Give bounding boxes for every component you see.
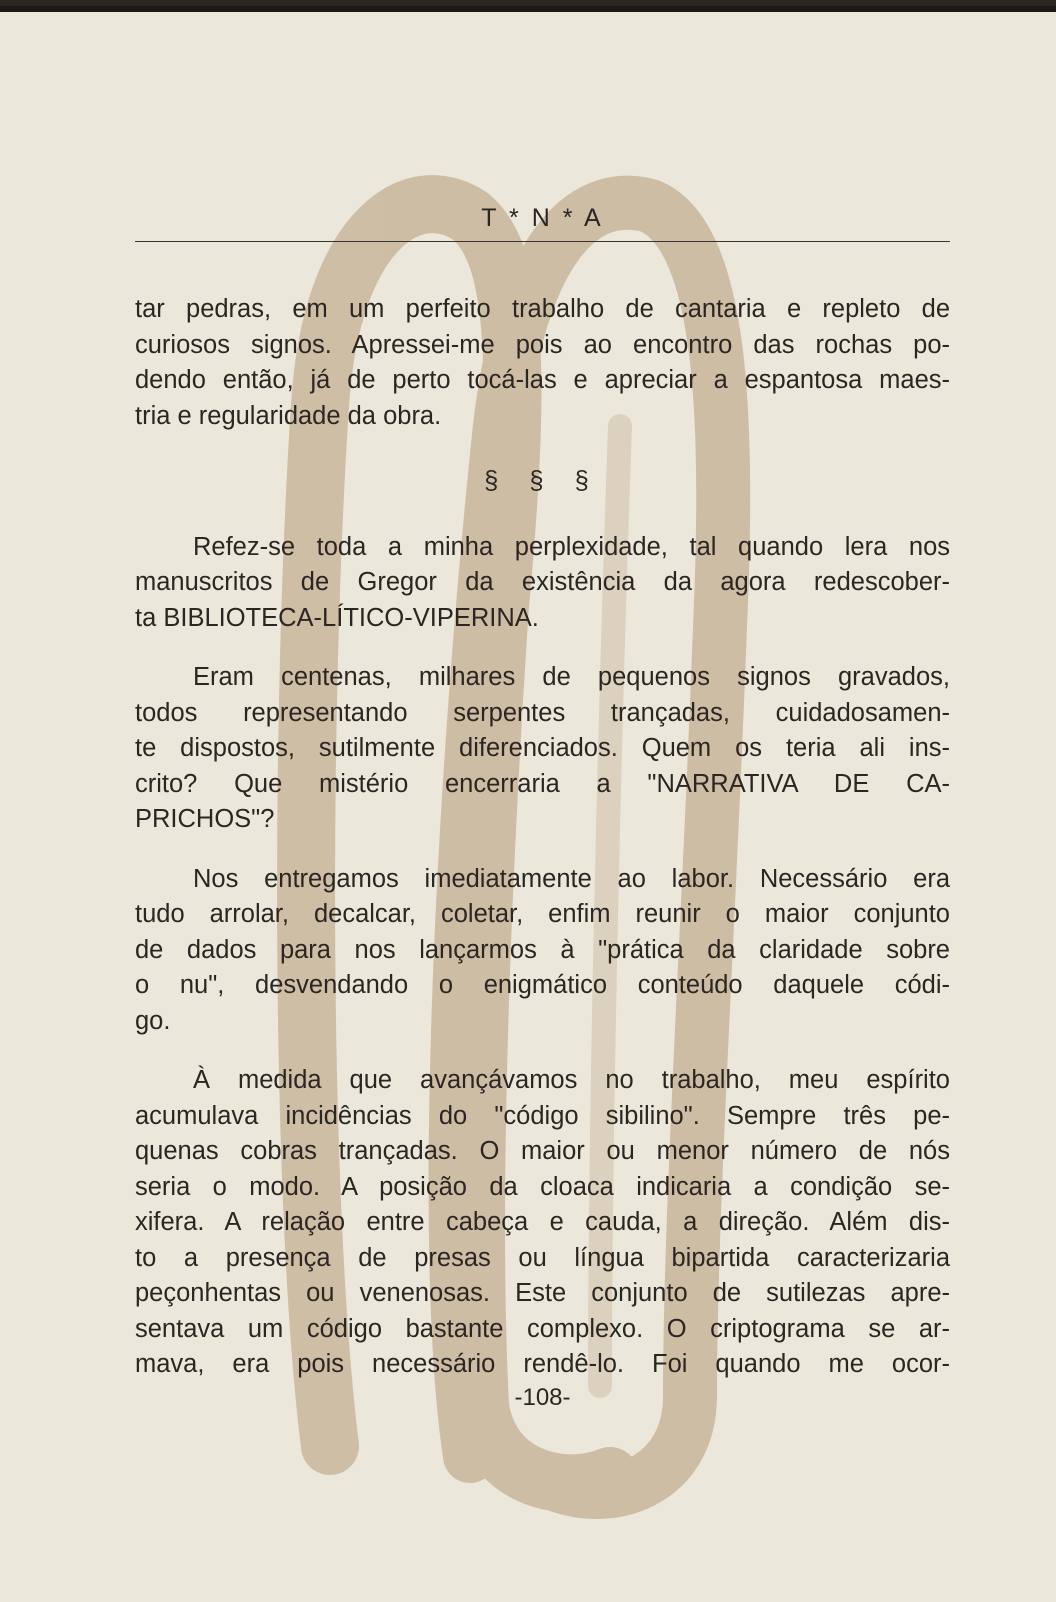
text-line: curiosos signos. Apressei-me pois ao encontro das rochas po- [135,330,950,359]
text-line: go. [135,1006,171,1035]
paragraph-3 [135,660,950,838]
paragraph-1 [135,292,950,434]
text-line: sentava um código bastante complexo. O criptograma se ar- [135,1314,950,1343]
text-line: xifera. A relação entre cabeça e cauda, a direção. Além dis- [135,1208,950,1236]
text-line: seria o modo. A posição da cloaca indicaria a condição se- [135,1172,950,1201]
paragraph-4 [135,862,950,1040]
text-line: o nu", desvendando o enigmático conteúdo daquele códi- [135,971,950,999]
text-line: tria e regularidade da obra. [135,401,442,430]
page-number: -108- [514,1384,571,1411]
page [0,6,1056,1602]
text-line: Nos entregamos imediatamente ao labor. Necessário era [193,864,950,893]
text-line: de dados para nos lançarmos à "prática da claridade sobre [135,935,950,964]
text-line: todos representando serpentes trançadas, cuidadosamen- [135,698,950,727]
text-line: acumulava incidências do "código sibilino". Sempre três pe- [135,1101,950,1130]
text-line: quenas cobras trançadas. O maior ou menor número de nós [135,1137,950,1165]
body-text [135,292,950,1383]
paragraph-5 [135,1063,950,1383]
running-header: T * N * A [481,204,604,232]
text-line: dendo então, já de perto tocá-las e apreciar a espantosa maes- [135,366,950,394]
paragraph-2 [135,530,950,637]
text-line: manuscritos de Gregor da existência da agora redescober- [135,568,950,596]
text-line: tar pedras, em um perfeito trabalho de cantaria e repleto de [135,295,950,323]
text-line: tudo arrolar, decalcar, coletar, enfim reunir o maior conjunto [135,900,950,928]
text-line: ta BIBLIOTECA-LÍTICO-VIPERINA. [135,603,539,632]
text-line: mava, era pois necessário rendê-lo. Foi quando me ocor- [135,1350,950,1378]
section-divider: § § § [484,467,601,495]
text-line: peçonhentas ou venenosas. Este conjunto de sutilezas apre- [135,1279,950,1307]
header-rule [135,241,950,242]
text-line: Refez-se toda a minha perplexidade, tal quando lera nos [193,532,950,561]
text-line: crito? Que mistério encerraria a "NARRATIVA DE CA- [135,769,950,798]
text-line: PRICHOS"? [135,805,275,833]
text-line: À medida que avançávamos no trabalho, meu espírito [193,1066,950,1094]
text-line: Eram centenas, milhares de pequenos signos gravados, [193,663,950,691]
text-line: to a presença de presas ou língua bipartida caracterizaria [135,1243,950,1272]
text-line: te dispostos, sutilmente diferenciados. Quem os teria ali ins- [135,734,950,762]
